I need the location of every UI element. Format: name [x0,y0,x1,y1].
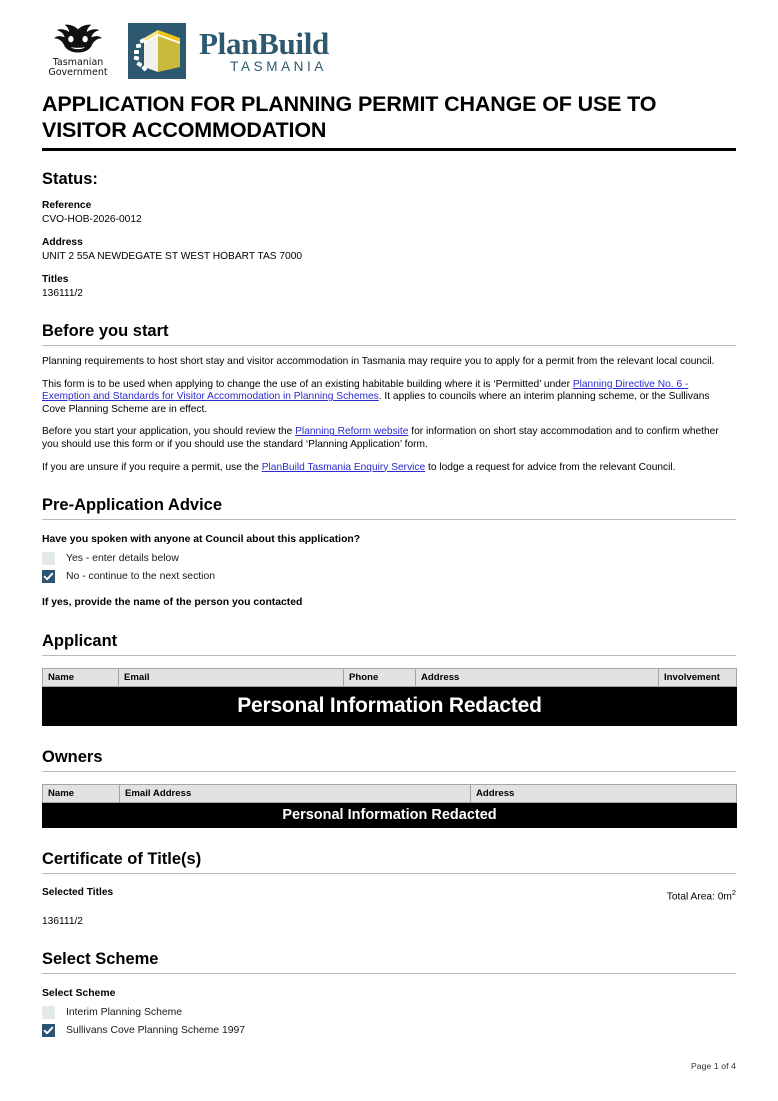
planning-reform-website-link[interactable]: Planning Reform website [295,426,409,438]
checkbox-checked-icon[interactable] [42,1024,55,1037]
scheme-option-sullivans-cove-label: Sullivans Cove Planning Scheme 1997 [66,1024,246,1036]
section-divider-before-you-start [42,345,736,346]
section-heading-applicant: Applicant [42,632,118,651]
owners-col-email-address: Email Address [120,785,471,803]
gov-line-1: Tasmanian [52,56,104,68]
tasmanian-government-label [48,58,107,79]
title-divider [42,148,736,151]
total-area-label: Total Area: 0m [666,891,732,903]
paragraph-2-text-b: . It applies to councils where an interim planning scheme, or the Sullivans Cove Planning Scheme are in effect. [42,391,710,415]
tasmanian-devil-icon [51,24,105,56]
total-area-superscript: 2 [731,888,736,898]
section-heading-pre-application-advice: Pre-Application Advice [42,496,223,515]
section-heading-certificate-of-titles: Certificate of Title(s) [42,850,202,869]
address-value: UNIT 2 55A NEWDEGATE ST WEST HOBART TAS 7000 [42,251,303,262]
section-heading-owners: Owners [42,748,103,767]
table-row [43,687,737,726]
section-divider-pre-application-advice [42,519,736,520]
planbuild-subtitle: TASMANIA [230,59,327,74]
owners-col-name: Name [43,785,120,803]
applicant-table [42,668,737,726]
gov-line-2: Government [48,67,108,78]
logo-bar [42,0,736,78]
pre-application-option-no[interactable] [42,570,736,583]
paragraph-4-text-a: If you are unsure if you require a permit, use the [42,461,262,473]
selected-titles-value: 136111/2 [42,915,83,927]
planbuild-wordmark [199,28,329,74]
tasmanian-government-logo [42,24,114,79]
owners-table-header-row [43,785,737,803]
checkbox-unchecked-icon[interactable] [42,1006,55,1019]
table-row [43,803,737,828]
applicant-col-phone: Phone [344,669,416,687]
planbuild-name: PlanBuild [199,26,329,61]
titles-label: Titles [42,274,69,285]
before-you-start-paragraph-3 [42,426,736,451]
planning-directive-6-link[interactable]: Planning Directive No. 6 - Exemption and Standards for Visitor Accommodation in Planning Schemes [42,378,689,403]
paragraph-2-text-a: This form is to be used when applying to change the use of an existing habitable building where it is ‘Permitted’ under [42,378,573,390]
owners-redaction-bar [43,803,737,828]
certificate-titles-row [42,886,736,903]
checkbox-checked-icon[interactable] [42,570,55,583]
section-heading-select-scheme: Select Scheme [42,949,159,968]
owners-table [42,784,737,828]
section-divider-applicant [42,655,736,656]
scheme-option-interim-label: Interim Planning Scheme [66,1006,183,1018]
section-divider-certificate-of-titles [42,873,736,874]
select-scheme-sub-label: Select Scheme [42,987,116,999]
reference-label: Reference [42,200,92,211]
pre-application-option-yes-label: Yes - enter details below [66,553,179,565]
page-footer: Page 1 of 4 [690,1061,736,1071]
applicant-redaction-label: Personal Information Redacted [237,694,542,718]
checkmark-icon [42,1024,55,1037]
scheme-option-interim[interactable] [42,1006,736,1019]
address-label: Address [42,237,83,248]
applicant-redaction-bar [43,687,737,726]
owners-col-address: Address [471,785,737,803]
titles-value: 136111/2 [42,288,83,299]
reference-value: CVO-HOB-2026-0012 [42,214,142,225]
section-divider-owners [42,771,736,772]
pre-application-option-yes[interactable] [42,552,736,565]
total-area-value [667,886,736,903]
section-heading-before-you-start: Before you start [42,322,169,340]
checkmark-icon [42,570,55,583]
before-you-start-paragraph-4 [42,462,736,475]
applicant-col-address: Address [416,669,659,687]
paragraph-4-text-b: to lodge a request for advice from the relevant Council. [425,461,676,473]
applicant-table-header-row [43,669,737,687]
pre-application-option-no-label: No - continue to the next section [66,571,216,583]
before-you-start-paragraph-1: Planning requirements to host short stay and visitor accommodation in Tasmania may require you to apply for a permit from the relevant local council. [42,356,715,367]
paragraph-3-text-a: Before you start your application, you should review the [42,426,296,438]
scheme-option-sullivans-cove[interactable] [42,1024,736,1037]
pre-application-question: Have you spoken with anyone at Council about this application? [42,534,361,546]
planbuild-house-icon [128,23,186,79]
section-divider-select-scheme [42,973,736,974]
applicant-col-email: Email [119,669,344,687]
page-content [42,0,736,1037]
owners-redaction-label: Personal Information Redacted [282,806,497,823]
applicant-col-involvement: Involvement [659,669,737,687]
planbuild-enquiry-service-link[interactable]: PlanBuild Tasmania Enquiry Service [261,461,426,473]
checkbox-unchecked-icon[interactable] [42,552,55,565]
selected-titles-label: Selected Titles [42,887,114,899]
pre-application-followup-label: If yes, provide the name of the person you contacted [42,597,303,609]
page-title: APPLICATION FOR PLANNING PERMIT CHANGE OF USE TO VISITOR ACCOMMODATION [42,92,657,142]
applicant-col-name: Name [43,669,119,687]
before-you-start-paragraph-2 [42,379,736,417]
paragraph-3-text-b: for information on short stay accommodation and to confirm whether you should use this form or if you should use the standard ‘Planning Application’ form. [42,426,719,450]
section-heading-status: Status: [42,170,98,188]
